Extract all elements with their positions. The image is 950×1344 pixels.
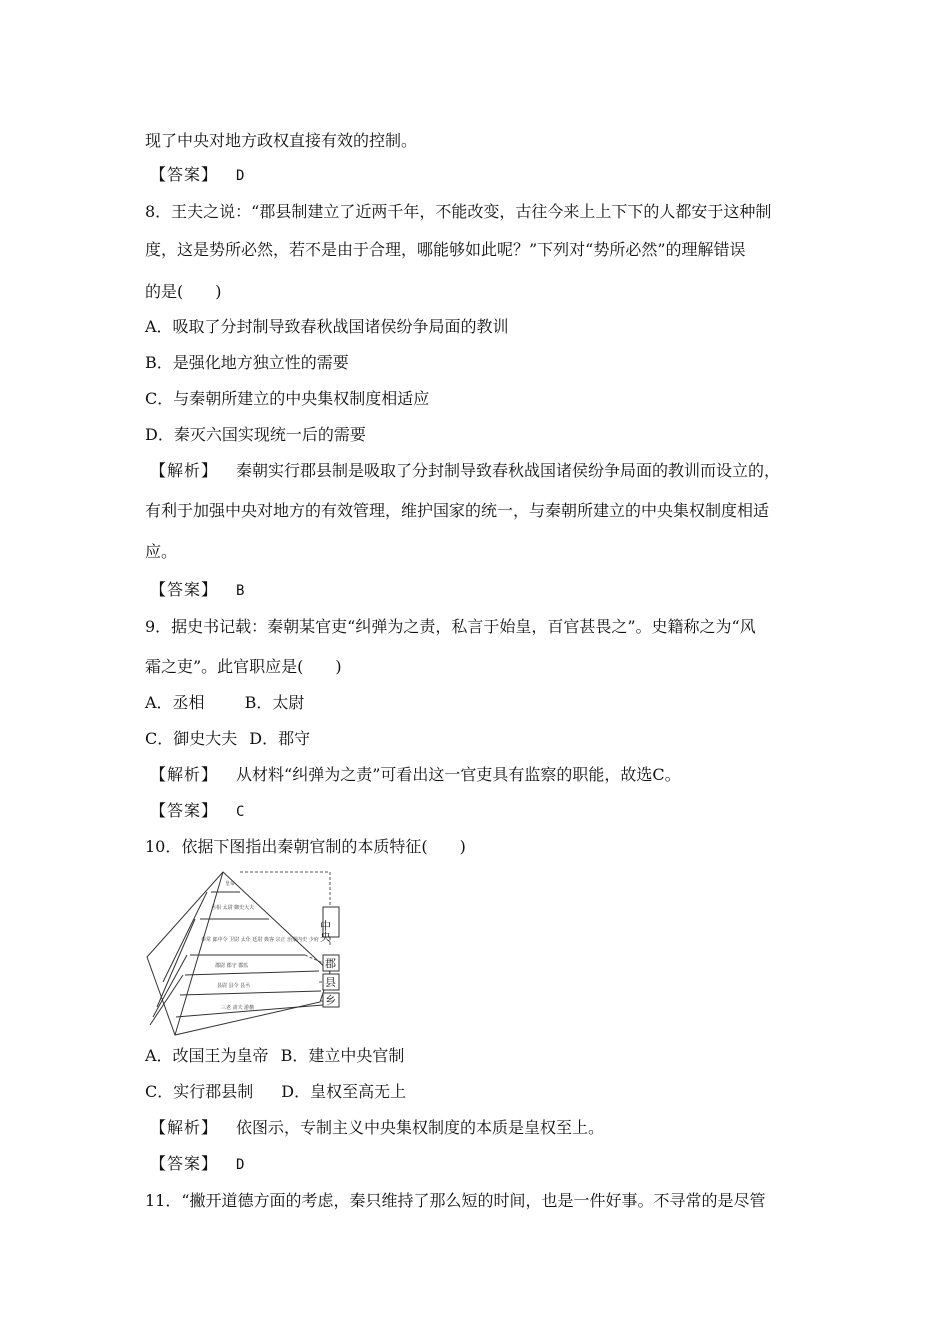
answer-value: C (236, 804, 245, 820)
pyramid-edge (175, 872, 223, 1035)
explanation-text: 秦朝实行郡县制是吸取了分封制导致春秋战国诸侯纷争局面的教训而设立的， (236, 461, 781, 480)
explanation-row (150, 461, 780, 481)
answer-row (150, 580, 244, 601)
tier-emperor: 皇帝 (225, 881, 236, 887)
label-xian: 县 (325, 976, 336, 989)
options-cd-row (145, 1082, 406, 1102)
option-b: B．是强化地方独立性的需要 (145, 353, 349, 372)
question-8-line-1: 8．王夫之说：“郡县制建立了近两千年，不能改变，古往今来上上下下的人都安于这种制 (145, 202, 772, 221)
label-central: 中央 (318, 920, 332, 942)
option-c: C．实行郡县制 (145, 1082, 254, 1101)
tier-xiang: 三老 啬夫 游徼 (221, 1005, 255, 1011)
option-c: C．御史大夫 (145, 729, 238, 748)
answer-value: D (236, 1157, 245, 1173)
option-d: D．郡守 (249, 729, 311, 748)
explanation-row (150, 1118, 604, 1138)
tier-jiuqing: 奉常 郎中令 卫尉 太仆 廷尉 典客 宗正 治粟内史 少府 (201, 937, 319, 943)
option-b: B．建立中央官制 (280, 1046, 405, 1065)
option-b: B．太尉 (244, 693, 305, 712)
question-11-line-1: 11．“撇开道德方面的考虑，秦只维持了那么短的时间，也是一件好事。不寻常的是尽管 (145, 1191, 766, 1210)
tier-xian: 县尉 县令 县丞 (217, 983, 251, 989)
label-xiang: 乡 (325, 994, 336, 1007)
question-9-line-2: 霜之吏”。此官职应是( ) (145, 657, 342, 676)
question-10-line-1: 10．依据下图指出秦朝官制的本质特征( ) (145, 837, 466, 856)
option-c: C．与秦朝所建立的中央集权制度相适应 (145, 389, 430, 408)
tier-jun: 郡尉 郡守 郡监 (215, 963, 249, 969)
options-cd-row (145, 729, 310, 749)
answer-value: D (236, 168, 245, 184)
explanation-tag: 【解析】 (150, 765, 219, 784)
answer-row (150, 801, 244, 822)
options-ab-row (145, 1046, 404, 1066)
answer-tag: 【答案】 (150, 165, 219, 184)
tier-sangong: 丞相 太尉 御史大夫 (211, 905, 255, 911)
answer-tag: 【答案】 (150, 580, 219, 599)
option-d: D．皇权至高无上 (281, 1082, 407, 1101)
text-line: 现了中央对地方政权直接有效的控制。 (145, 131, 418, 150)
explanation-line-2: 有利于加强中央对地方的有效管理，维护国家的统一，与秦朝所建立的中央集权制度相适 (145, 501, 770, 520)
answer-row (150, 1154, 244, 1175)
explanation-text: 依图示，专制主义中央集权制度的本质是皇权至上。 (236, 1118, 605, 1137)
explanation-text: 从材料“纠弹为之责”可看出这一官吏具有监察的职能，故选C。 (236, 765, 681, 784)
answer-row (150, 165, 244, 186)
option-d: D．秦灭六国实现统一后的需要 (145, 425, 366, 444)
label-jun: 郡 (325, 957, 336, 970)
explanation-row (150, 765, 681, 785)
option-a: A．改国王为皇帝 (145, 1046, 269, 1065)
answer-value: B (236, 583, 245, 599)
answer-tag: 【答案】 (150, 801, 219, 820)
question-8-line-3: 的是( ) (145, 282, 222, 301)
question-9-line-1: 9．据史书记载：秦朝某官吏“纠弹为之责，私言于始皇，百官甚畏之”。史籍称之为“风 (145, 617, 756, 636)
answer-tag: 【答案】 (150, 1154, 219, 1173)
option-a: A．吸取了分封制导致春秋战国诸侯纷争局面的教训 (145, 317, 509, 336)
options-ab-row (145, 693, 304, 713)
question-8-line-2: 度，这是势所必然，若不是由于合理，哪能够如此呢？”下列对“势所必然”的理解错误 (145, 240, 746, 259)
explanation-tag: 【解析】 (150, 461, 219, 480)
option-a: A．丞相 (145, 693, 205, 712)
explanation-tag: 【解析】 (150, 1118, 219, 1137)
pyramid-diagram (145, 867, 345, 1037)
explanation-line-3: 应。 (145, 542, 178, 561)
